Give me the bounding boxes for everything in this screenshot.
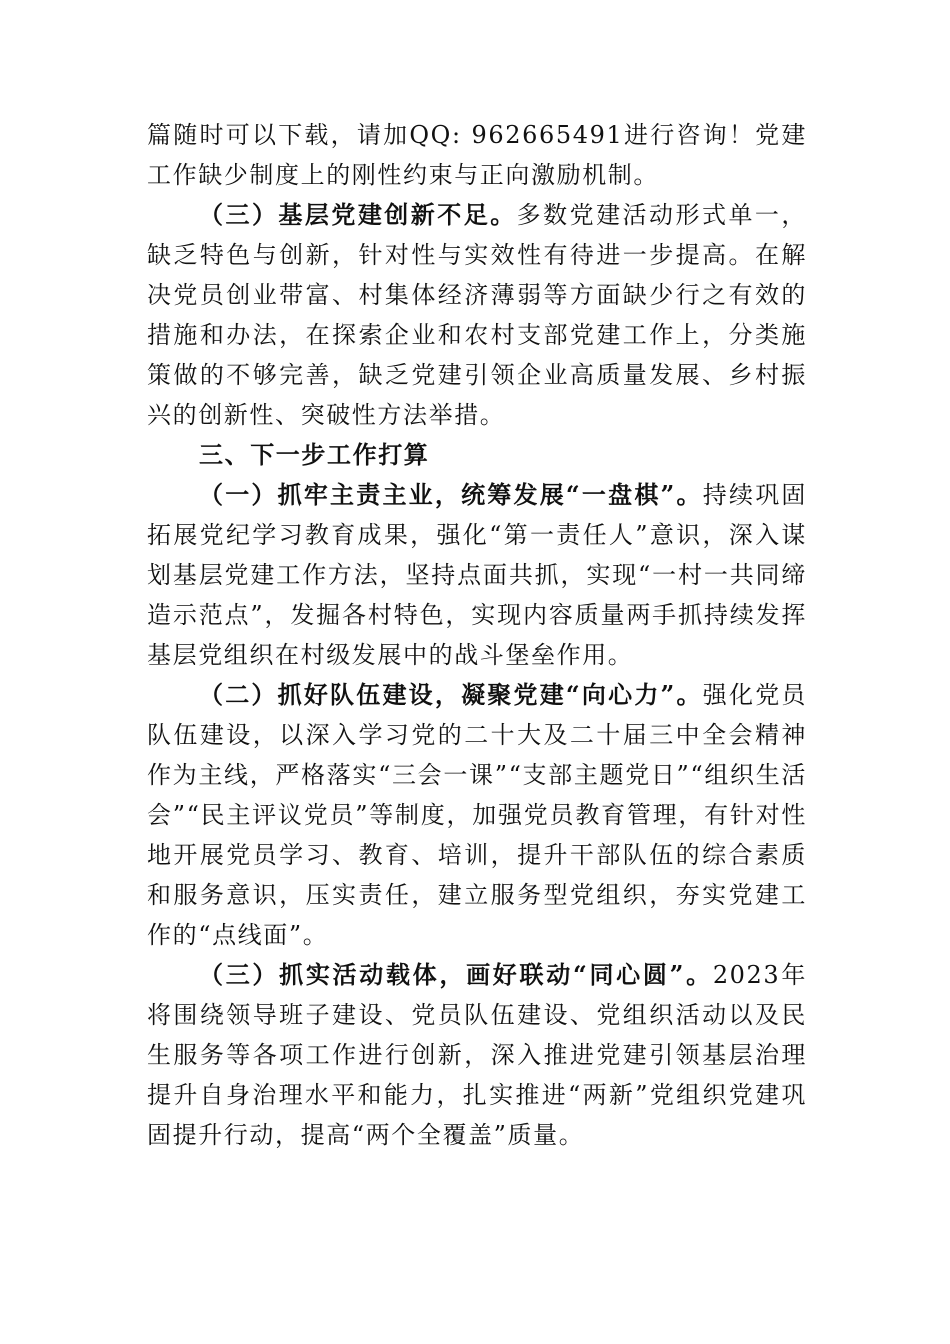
document-body [147,115,807,1155]
paragraph-text: 持续巩固拓展党纪学习教育成果，强化“第一责任人”意识，深入谋划基层党建工作方法，坚持点面共抓，实现“一村一共同缔造示范点”，发掘各村特色，实现内容质量两手抓持续发挥基层党组织在村级发展中的战斗堡垒作用。 [147,481,808,669]
paragraph-activity-carrier [147,955,807,1155]
paragraph-text: 多数党建活动形式单一，缺乏特色与创新，针对性与实效性有待进一步提高。在解决党员创业带富、村集体经济薄弱等方面缺少行之有效的措施和办法，在探索企业和农村支部党建工作上，分类施策做的不够完善，缺乏党建引领企业高质量发展、乡村振兴的创新性、突破性方法举措。 [147,201,807,429]
paragraph-lead: （一）抓牢主责主业，统筹发展“一盘棋”。 [199,480,703,509]
paragraph-continuation [147,115,807,195]
paragraph-text: 2023年将围绕领导班子建设、党员队伍建设、党组织活动以及民生服务等各项工作进行创新，深入推进党建引领基层治理提升自身治理水平和能力，扎实推进“两新”党组织党建巩固提升行动，提高“两个全覆盖”质量。 [147,961,808,1149]
paragraph-lead: （三）抓实活动载体，画好联动“同心圆”。 [199,960,713,989]
paragraph-text: 强化党员队伍建设，以深入学习党的二十大及二十届三中全会精神作为主线，严格落实“三会一课”“支部主题党日”“组织生活会”“民主评议党员”等制度，加强党员教育管理，有针对性地开展党员学习、教育、培训，提升干部队伍的综合素质和服务意识，压实责任，建立服务型党组织，夯实党建工作的“点线面”。 [147,681,808,949]
paragraph-innovation-shortfall [147,195,807,435]
paragraph-lead: （二）抓好队伍建设，凝聚党建“向心力”。 [199,680,703,709]
paragraph-team-building [147,675,807,955]
section-heading-next-steps: 三、下一步工作打算 [199,441,430,469]
paragraph-text: 篇随时可以下载，请加QQ: 962665491进行咨询！党建工作缺少制度上的刚性约束与正向激励机制。 [147,121,807,189]
paragraph-lead: （三）基层党建创新不足。 [199,200,517,229]
paragraph-main-responsibility [147,475,807,675]
